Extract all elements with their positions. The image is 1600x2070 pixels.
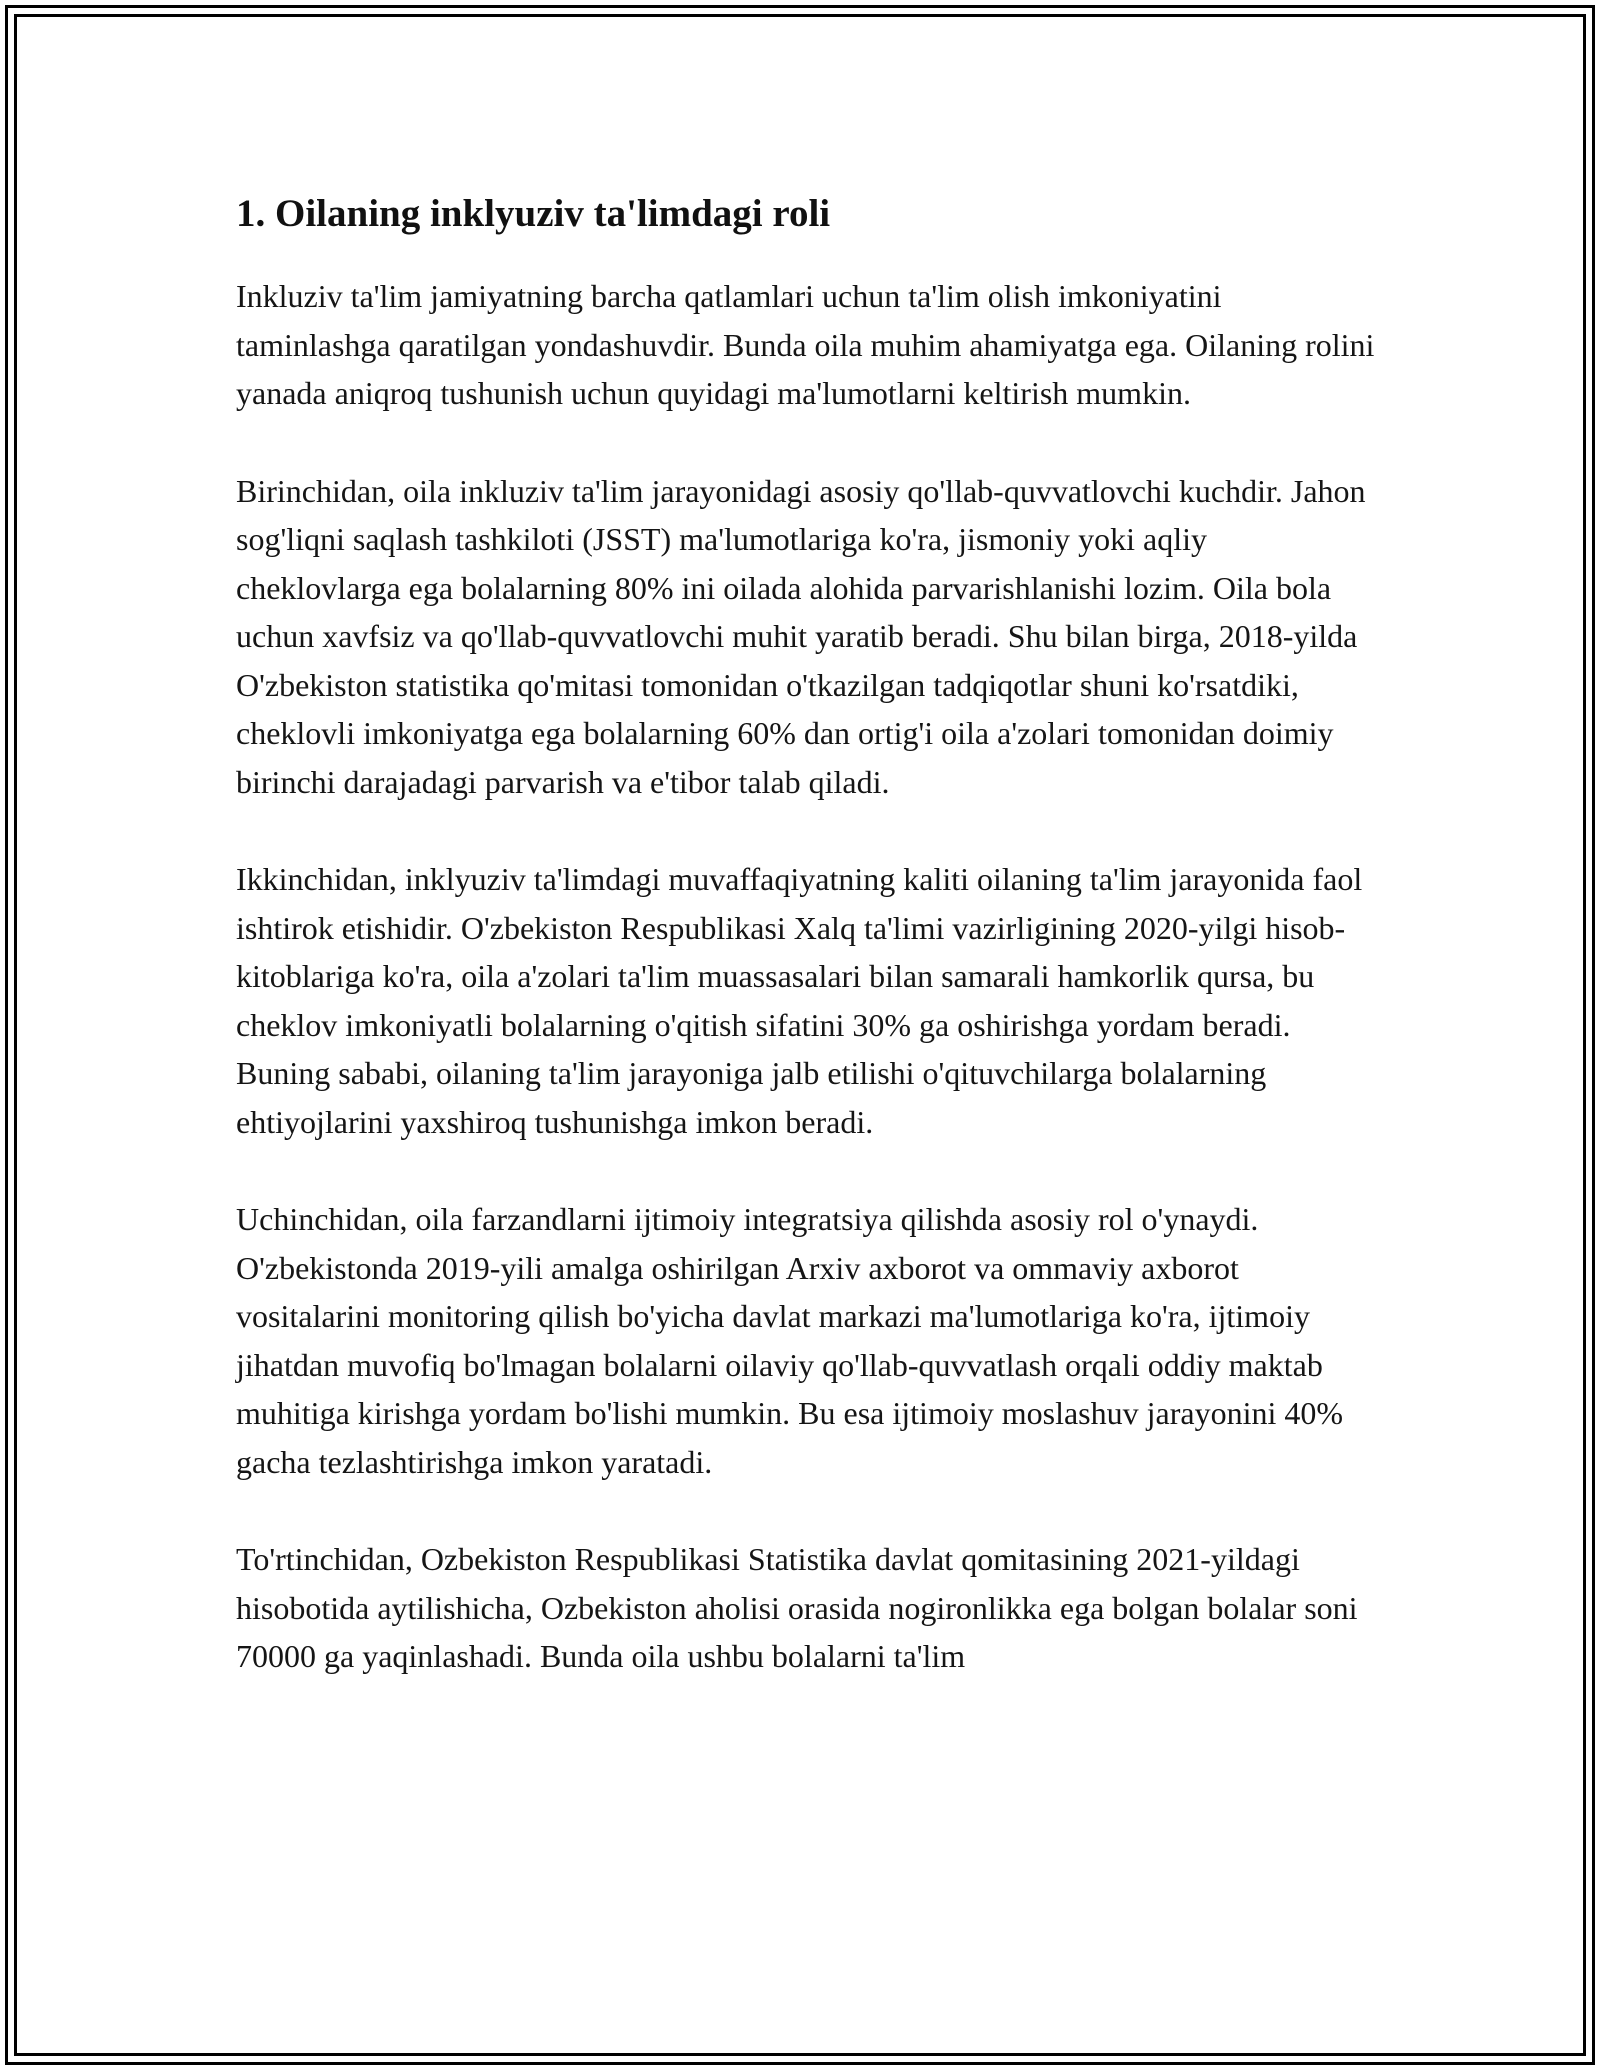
section-heading: 1. Oilaning inklyuziv ta'limdagi roli	[236, 192, 831, 235]
paragraph-intro: Inkluziv ta'lim jamiyatning barcha qatlamlari uchun ta'lim olish imkoniyatini taminlashga qaratilgan yondashuvdir. Bunda oila muhim ahamiyatga ega. Oilaning rolini yanada aniqroq tushunish uchun quyidagi ma'lumotlarni keltirish mumkin.	[236, 278, 1375, 411]
document-body	[236, 186, 1376, 1730]
paragraph-second: Ikkinchidan, inklyuziv ta'limdagi muvaffaqiyatning kaliti oilaning ta'lim jarayonida faol ishtirok etishidir. O'zbekiston Respublikasi Xalq ta'limi vazirligining 2020-yilgi hisob-kitoblariga ko'ra, oila a'zolari ta'lim muassasalari bilan samarali hamkorlik qursa, bu cheklov imkoniyatli bolalarning o'qitish sifatini 30% ga oshirishga yordam beradi. Buning sababi, oilaning ta'lim jarayoniga jalb etilishi o'qituvchilarga bolalarning ehtiyojlarini yaxshiroq tushunishga imkon beradi.	[236, 861, 1363, 1140]
paragraph-third: Uchinchidan, oila farzandlarni ijtimoiy integratsiya qilishda asosiy rol o'ynaydi. O'zbekistonda 2019-yili amalga oshirilgan Arxiv axborot va ommaviy axborot vositalarini monitoring qilish bo'yicha davlat markazi ma'lumotlariga ko'ra, ijtimoiy jihatdan muvofiq bo'lmagan bolalarni oilaviy qo'llab-quvvatlash orqali oddiy maktab muhitiga kirishga yordam bo'lishi mumkin. Bu esa ijtimoiy moslashuv jarayonini 40% gacha tezlashtirishga imkon yaratadi.	[236, 1201, 1343, 1480]
paragraph-fourth: To'rtinchidan, Ozbekiston Respublikasi Statistika davlat qomitasining 2021-yildagi hisobotida aytilishicha, Ozbekiston aholisi orasida nogironlikka ega bolgan bolalar soni 70000 ga yaqinlashadi. Bunda oila ushbu bolalarni ta'lim	[236, 1541, 1358, 1674]
paragraph-first: Birinchidan, oila inkluziv ta'lim jarayonidagi asosiy qo'llab-quvvatlovchi kuchdir. Jahon sog'liqni saqlash tashkiloti (JSST) ma'lumotlariga ko'ra, jismoniy yoki aqliy cheklovlarga ega bolalarning 80% ini oilada alohida parvarishlanishi lozim. Oila bola uchun xavfsiz va qo'llab-quvvatlovchi muhit yaratib beradi. Shu bilan birga, 2018-yilda O'zbekiston statistika qo'mitasi tomonidan o'tkazilgan tadqiqotlar shuni ko'rsatdiki, cheklovli imkoniyatga ega bolalarning 60% dan ortig'i oila a'zolari tomonidan doimiy birinchi darajadagi parvarish va e'tibor talab qiladi.	[236, 472, 1366, 800]
